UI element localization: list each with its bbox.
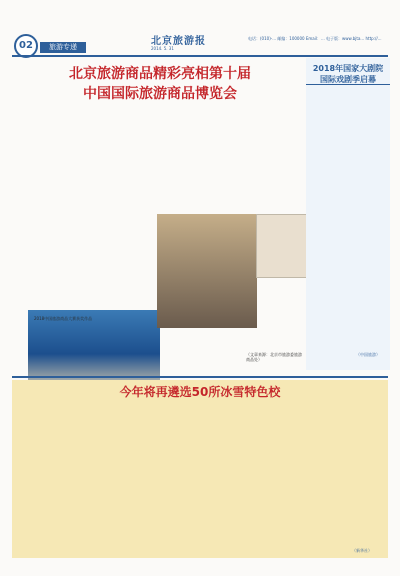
story-photo-display — [157, 214, 257, 328]
story-photo-award-exhibition — [28, 310, 160, 390]
story-photo-caption: 2018中国旅游商品大赛获奖作品 — [34, 316, 93, 321]
right-column-title-line-2: 国际戏剧季启幕 — [320, 75, 376, 84]
main-story-byline: （文章来源：北京市旅游委旅游商品处） — [246, 352, 302, 362]
story-body-col2 — [92, 214, 150, 324]
second-story-byline: （新华社） — [352, 548, 372, 553]
paper-title: 北京旅游报 — [151, 36, 206, 47]
main-headline-line-1: 北京旅游商品精彩亮相第十届 — [69, 66, 251, 82]
right-column-title — [306, 63, 390, 85]
page-number: 02 — [14, 34, 38, 58]
main-headline-line-2: 中国国际旅游商品博览会 — [83, 86, 237, 102]
issue-date: 2014. 5. 31 — [151, 46, 174, 51]
right-column-rule — [306, 84, 390, 85]
second-headline: 今年将再遴选50所冰雪特色校 — [12, 380, 388, 404]
story-body-col1 — [30, 214, 88, 324]
right-column-title-line-1: 2018年国家大剧院 — [312, 64, 384, 73]
right-column-byline: （中国旅游） — [356, 352, 380, 357]
second-story-body — [12, 404, 388, 558]
section-tag: 旅游专递 — [40, 42, 86, 53]
top-rule — [12, 55, 388, 57]
masthead-contact: 电话：(010)-... 邮编：100000 Email：... 电子版：www.bjta... http://... — [248, 36, 382, 41]
main-headline — [30, 64, 290, 104]
right-column — [306, 58, 390, 370]
section-divider — [12, 376, 388, 378]
